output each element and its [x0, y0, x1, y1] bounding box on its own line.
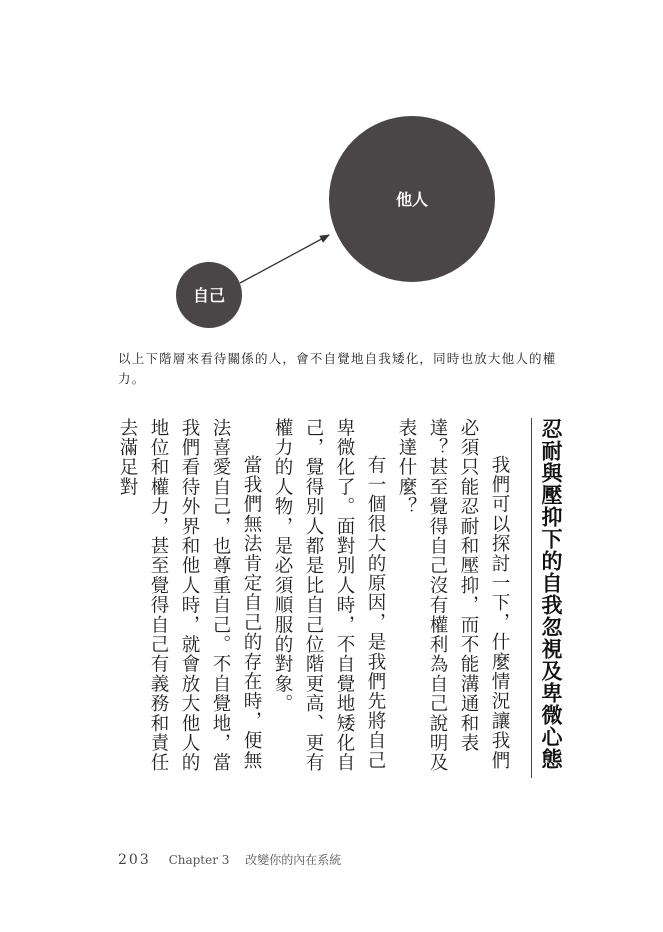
paragraph-1: 我們可以探討一下，什麼情況讓我們必須只能忍耐和壓抑，而不能溝通和表達？甚至覺得自己沒有權利為自己說明及表達什麼？	[396, 418, 510, 773]
relationship-diagram	[0, 0, 663, 340]
vertical-body-text	[112, 418, 567, 778]
others-label: 他人	[395, 190, 429, 209]
page-number: 203	[118, 852, 151, 868]
chapter-title: 改變你的內在系統	[245, 853, 342, 867]
chapter-label: Chapter 3	[168, 853, 230, 867]
self-label: 自己	[192, 286, 226, 305]
page-footer	[118, 851, 341, 868]
figure-caption: 以上下階層來看待關係的人，會不自覺地自我矮化，同時也放大他人的權力。	[118, 351, 557, 386]
paragraph-3: 當我們無法肯定自己的存在時，便無法喜愛自己，也尊重自己。不自覺地，當我們看待外界和他人時，就會放大他人的地位和權力，甚至覺得自己有義務和責任去滿足對	[117, 418, 262, 773]
section-heading: 忍耐與壓抑下的自我忽視及卑微心態	[531, 418, 567, 778]
paragraph-2: 有一個很大的原因，是我們先將自己卑微化了。面對別人時，不自覺地矮化自己，覺得別人都是比自己位階更高、更有權力的人物，是必須順服的對象。	[272, 418, 386, 773]
arrow	[240, 235, 329, 283]
